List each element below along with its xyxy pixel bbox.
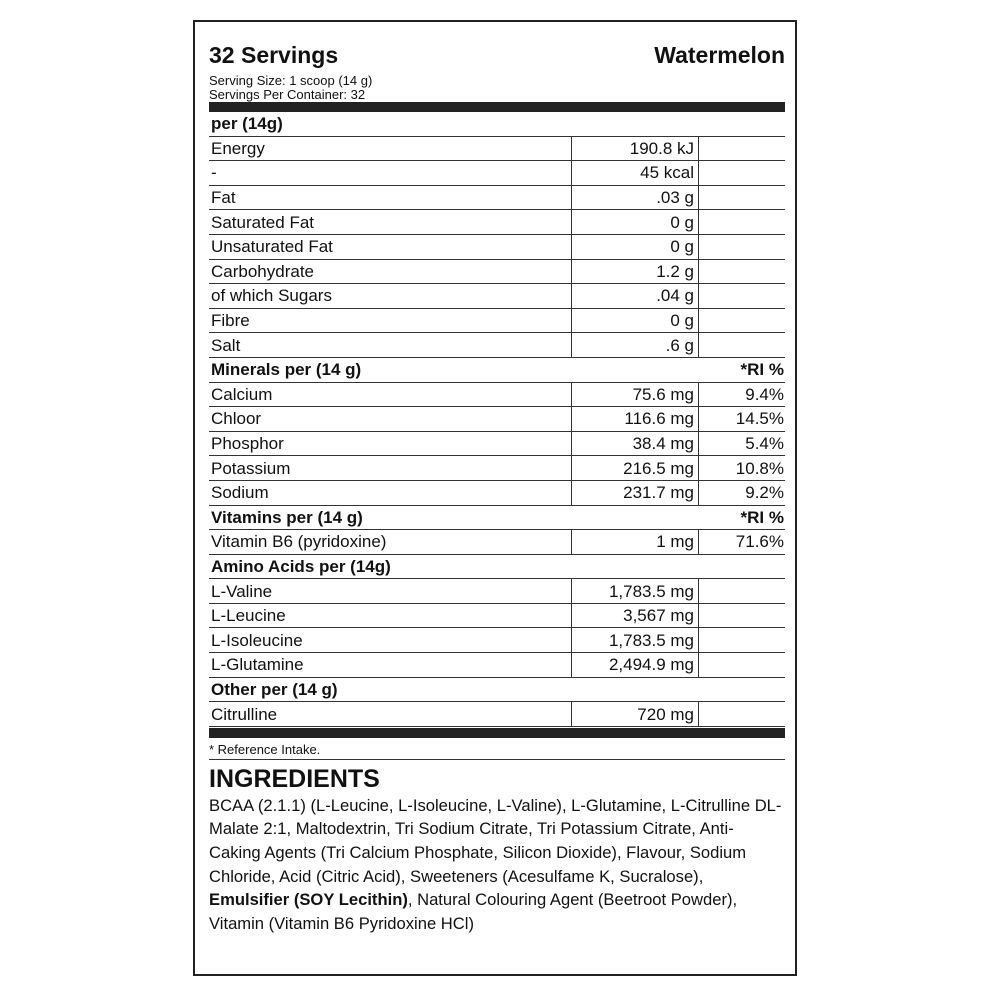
nutrient-name: L-Valine bbox=[209, 579, 572, 604]
nutrient-amount: 720 mg bbox=[572, 702, 699, 727]
nutrient-ri-percent bbox=[699, 579, 786, 604]
nutrient-ri-percent bbox=[699, 112, 786, 136]
section-header-row bbox=[209, 357, 785, 382]
nutrient-amount: .6 g bbox=[572, 333, 699, 358]
nutrient-row bbox=[209, 185, 785, 210]
nutrient-row bbox=[209, 407, 785, 432]
nutrient-amount: 216.5 mg bbox=[572, 456, 699, 481]
nutrient-ri-percent: *RI % bbox=[699, 357, 786, 382]
nutrient-ri-percent bbox=[699, 210, 786, 235]
nutrient-amount: 75.6 mg bbox=[572, 382, 699, 407]
nutrient-row bbox=[209, 308, 785, 333]
nutrient-amount: 0 g bbox=[572, 234, 699, 259]
nutrient-amount bbox=[572, 357, 699, 382]
servings-per-container: Servings Per Container: 32 bbox=[209, 86, 366, 102]
ingredients-title: INGREDIENTS bbox=[209, 764, 380, 793]
nutrient-row bbox=[209, 530, 785, 555]
nutrition-label bbox=[193, 20, 797, 976]
nutrient-row bbox=[209, 431, 785, 456]
nutrient-row bbox=[209, 136, 785, 161]
nutrient-ri-percent: 5.4% bbox=[699, 431, 786, 456]
nutrient-name: Salt bbox=[209, 333, 572, 358]
nutrient-ri-percent: *RI % bbox=[699, 505, 786, 530]
flavour-name: Watermelon bbox=[654, 42, 785, 68]
nutrient-amount: 190.8 kJ bbox=[572, 136, 699, 161]
ingredients-text bbox=[209, 794, 785, 936]
nutrient-name: Vitamins per (14 g) bbox=[209, 505, 572, 530]
nutrient-amount: 116.6 mg bbox=[572, 407, 699, 432]
top-divider-bar bbox=[209, 102, 785, 112]
nutrient-row bbox=[209, 161, 785, 186]
nutrient-name: Minerals per (14 g) bbox=[209, 357, 572, 382]
nutrient-amount: 2,494.9 mg bbox=[572, 653, 699, 678]
nutrient-amount: 38.4 mg bbox=[572, 431, 699, 456]
nutrient-ri-percent: 71.6% bbox=[699, 530, 786, 555]
nutrient-amount bbox=[572, 505, 699, 530]
nutrient-ri-percent bbox=[699, 161, 786, 186]
nutrient-name: Amino Acids per (14g) bbox=[209, 554, 572, 579]
reference-intake-footnote: * Reference Intake. bbox=[209, 738, 785, 760]
nutrient-amount: 1 mg bbox=[572, 530, 699, 555]
nutrient-name: Citrulline bbox=[209, 702, 572, 727]
section-header-row bbox=[209, 677, 785, 702]
nutrient-name: Sodium bbox=[209, 480, 572, 505]
nutrient-ri-percent: 10.8% bbox=[699, 456, 786, 481]
nutrient-name: Calcium bbox=[209, 382, 572, 407]
nutrient-ri-percent bbox=[699, 702, 786, 727]
nutrient-name: Unsaturated Fat bbox=[209, 234, 572, 259]
nutrient-amount: .04 g bbox=[572, 284, 699, 309]
servings-title: 32 Servings bbox=[209, 42, 339, 68]
nutrient-ri-percent bbox=[699, 185, 786, 210]
nutrient-amount: 45 kcal bbox=[572, 161, 699, 186]
nutrient-amount: 1,783.5 mg bbox=[572, 628, 699, 653]
nutrient-name: Energy bbox=[209, 136, 572, 161]
section-header-row bbox=[209, 505, 785, 530]
nutrient-amount bbox=[572, 554, 699, 579]
nutrient-name: - bbox=[209, 161, 572, 186]
nutrient-ri-percent: 9.4% bbox=[699, 382, 786, 407]
nutrient-name: Other per (14 g) bbox=[209, 677, 572, 702]
nutrient-name: Chloor bbox=[209, 407, 572, 432]
nutrient-row bbox=[209, 259, 785, 284]
nutrition-table bbox=[209, 112, 785, 727]
label-header bbox=[209, 40, 785, 74]
nutrient-ri-percent: 9.2% bbox=[699, 480, 786, 505]
serving-size: Serving Size: 1 scoop (14 g) bbox=[209, 73, 373, 88]
nutrient-ri-percent bbox=[699, 628, 786, 653]
nutrient-ri-percent bbox=[699, 677, 786, 702]
ingredients-allergen: Emulsifier (SOY Lecithin) bbox=[209, 890, 408, 910]
nutrient-row bbox=[209, 333, 785, 358]
nutrient-name: per (14g) bbox=[209, 112, 572, 136]
nutrient-amount: 1,783.5 mg bbox=[572, 579, 699, 604]
nutrient-ri-percent bbox=[699, 136, 786, 161]
label-content bbox=[209, 40, 785, 935]
nutrient-name: Carbohydrate bbox=[209, 259, 572, 284]
nutrient-row bbox=[209, 284, 785, 309]
nutrient-ri-percent bbox=[699, 259, 786, 284]
nutrient-name: Potassium bbox=[209, 456, 572, 481]
nutrient-amount: 231.7 mg bbox=[572, 480, 699, 505]
nutrient-amount: 0 g bbox=[572, 210, 699, 235]
nutrient-row bbox=[209, 456, 785, 481]
nutrient-name: Vitamin B6 (pyridoxine) bbox=[209, 530, 572, 555]
nutrient-name: Fibre bbox=[209, 308, 572, 333]
ingredients-text-part2: , Natural Colouring Agent (Beetroot Powder), Vitamin (Vitamin B6 Pyridoxine HCl) bbox=[209, 890, 738, 933]
nutrient-row bbox=[209, 234, 785, 259]
nutrient-amount: .03 g bbox=[572, 185, 699, 210]
nutrient-amount bbox=[572, 112, 699, 136]
nutrient-row bbox=[209, 628, 785, 653]
nutrient-ri-percent bbox=[699, 653, 786, 678]
nutrient-ri-percent: 14.5% bbox=[699, 407, 786, 432]
nutrient-amount: 0 g bbox=[572, 308, 699, 333]
bottom-divider-bar bbox=[209, 728, 785, 738]
nutrient-row bbox=[209, 579, 785, 604]
nutrient-ri-percent bbox=[699, 234, 786, 259]
nutrient-row bbox=[209, 210, 785, 235]
nutrient-amount: 1.2 g bbox=[572, 259, 699, 284]
nutrient-row bbox=[209, 480, 785, 505]
nutrient-ri-percent bbox=[699, 554, 786, 579]
nutrient-row bbox=[209, 603, 785, 628]
nutrient-row bbox=[209, 653, 785, 678]
nutrient-ri-percent bbox=[699, 308, 786, 333]
nutrient-name: L-Isoleucine bbox=[209, 628, 572, 653]
nutrient-row bbox=[209, 702, 785, 727]
nutrient-name: of which Sugars bbox=[209, 284, 572, 309]
nutrient-row bbox=[209, 382, 785, 407]
nutrient-name: L-Glutamine bbox=[209, 653, 572, 678]
nutrient-amount: 3,567 mg bbox=[572, 603, 699, 628]
nutrient-ri-percent bbox=[699, 333, 786, 358]
nutrient-name: Saturated Fat bbox=[209, 210, 572, 235]
nutrient-ri-percent bbox=[699, 603, 786, 628]
nutrient-ri-percent bbox=[699, 284, 786, 309]
section-header-row bbox=[209, 112, 785, 136]
nutrient-name: Fat bbox=[209, 185, 572, 210]
nutrient-amount bbox=[572, 677, 699, 702]
nutrient-name: L-Leucine bbox=[209, 603, 572, 628]
nutrient-name: Phosphor bbox=[209, 431, 572, 456]
ingredients-text-part1: BCAA (2.1.1) (L-Leucine, L-Isoleucine, L-Valine), L-Glutamine, L-Citrulline DL-Malate 2:1, Maltodextrin, Tri Sodium Citrate, Tri Potassium Citrate, Anti-Caking Agents (Tri Calcium Phosphate, Silicon Dioxide), Flavour, Sodium Chloride, Acid (Citric Acid), Sweeteners (Acesulfame K, Sucralose), bbox=[209, 795, 782, 886]
section-header-row bbox=[209, 554, 785, 579]
